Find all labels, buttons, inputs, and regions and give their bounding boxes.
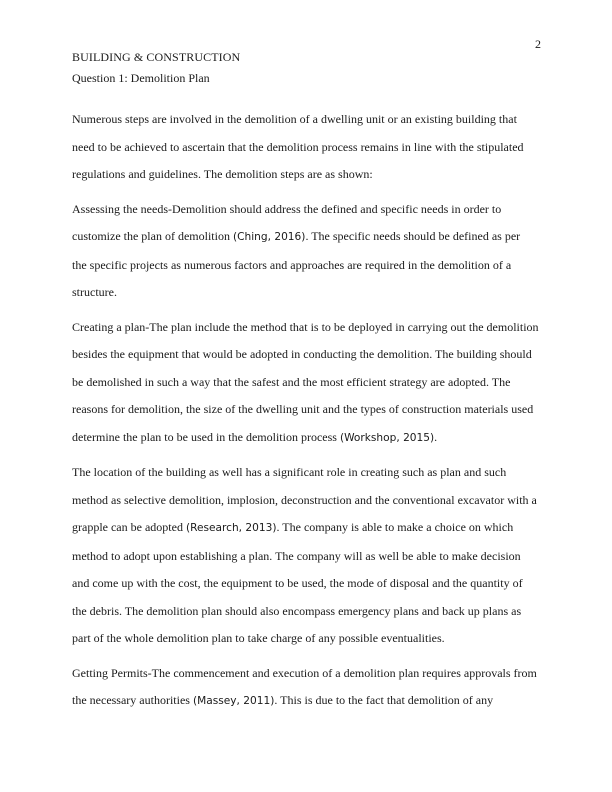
- text-line: [72, 279, 542, 307]
- text-line: [72, 396, 542, 424]
- citation: (Ching, 2016): [232, 231, 306, 243]
- text-line: [72, 196, 542, 224]
- text-line: [72, 459, 542, 487]
- text-run: the necessary authorities: [72, 693, 193, 707]
- text-line: [72, 424, 542, 453]
- question-title: Question 1: Demolition Plan: [72, 71, 210, 85]
- paragraph-assessing-needs: [72, 196, 542, 307]
- text-line: [72, 687, 542, 716]
- paragraph-creating-plan: [72, 314, 542, 453]
- text-line: [72, 369, 542, 397]
- text-run: grapple can be adopted: [72, 520, 186, 534]
- text-run: and come up with the cost, the equipment to be used, the mode of disposal and the quantity of: [72, 576, 523, 590]
- text-run: Getting Permits-The commencement and execution of a demolition plan requires approvals from: [72, 665, 537, 680]
- document-body: [72, 106, 542, 723]
- text-run: determine the plan to be used in the demolition process: [72, 429, 340, 444]
- text-run: reasons for demolition, the size of the dwelling unit and the types of construction materials used: [72, 402, 534, 416]
- paragraph-intro: [72, 106, 542, 189]
- page-number: 2: [535, 37, 541, 51]
- citation: (Workshop, 2015): [339, 431, 435, 444]
- text-line: [72, 543, 542, 571]
- text-run: Numerous steps are involved in the demolition of a dwelling unit or an existing building that: [72, 112, 517, 126]
- text-line: [72, 252, 542, 280]
- text-run: Assessing the needs-Demolition should address the defined and specific needs in order to: [72, 201, 502, 216]
- text-line: [72, 598, 542, 626]
- text-run: Creating a plan-The plan include the method that is to be deployed in carrying out the demolition: [72, 319, 539, 334]
- text-run: structure.: [72, 285, 117, 299]
- text-run: . This is due to the fact that demolition of any: [274, 693, 494, 707]
- text-line: [72, 660, 542, 688]
- text-run: besides the equipment that would be adopted in conducting the demolition. The building should: [72, 347, 532, 361]
- text-run: .: [434, 429, 438, 444]
- text-run: the debris. The demolition plan should also encompass emergency plans and back up plans as: [72, 603, 522, 618]
- text-line: [72, 106, 542, 134]
- paragraph-location: [72, 459, 542, 653]
- text-line: [72, 514, 542, 543]
- text-run: The location of the building as well has a significant role in creating such as plan and such: [72, 465, 507, 479]
- text-line: [72, 570, 542, 598]
- text-run: . The company is able to make a choice on which: [276, 520, 514, 534]
- text-run: need to be achieved to ascertain that the demolition process remains in line with the stipulated: [72, 139, 524, 154]
- citation: (Research, 2013): [185, 522, 277, 534]
- citation: (Massey, 2011): [192, 695, 275, 707]
- text-run: the specific projects as numerous factors and approaches are required in the demolition of a: [72, 257, 512, 272]
- text-line: [72, 625, 542, 653]
- paragraph-getting-permits: [72, 660, 542, 716]
- text-run: be demolished in such a way that the safest and the most efficient strategy are adopted. The: [72, 374, 511, 389]
- text-run: part of the whole demolition plan to take charge of any possible eventualities.: [72, 631, 445, 645]
- text-line: [72, 487, 542, 515]
- text-run: . The specific needs should be defined as per: [305, 229, 521, 243]
- text-line: [72, 134, 542, 162]
- text-line: [72, 223, 542, 252]
- running-head: BUILDING & CONSTRUCTION: [72, 50, 241, 64]
- text-line: [72, 161, 542, 189]
- text-line: [72, 314, 542, 342]
- text-run: customize the plan of demolition: [72, 229, 233, 243]
- text-run: method as selective demolition, implosion, deconstruction and the conventional excavator with a: [72, 492, 537, 507]
- text-run: regulations and guidelines. The demolition steps are as shown:: [72, 167, 373, 181]
- text-run: method to adopt upon establishing a plan. The company will as well be able to make decision: [72, 548, 521, 563]
- text-line: [72, 341, 542, 369]
